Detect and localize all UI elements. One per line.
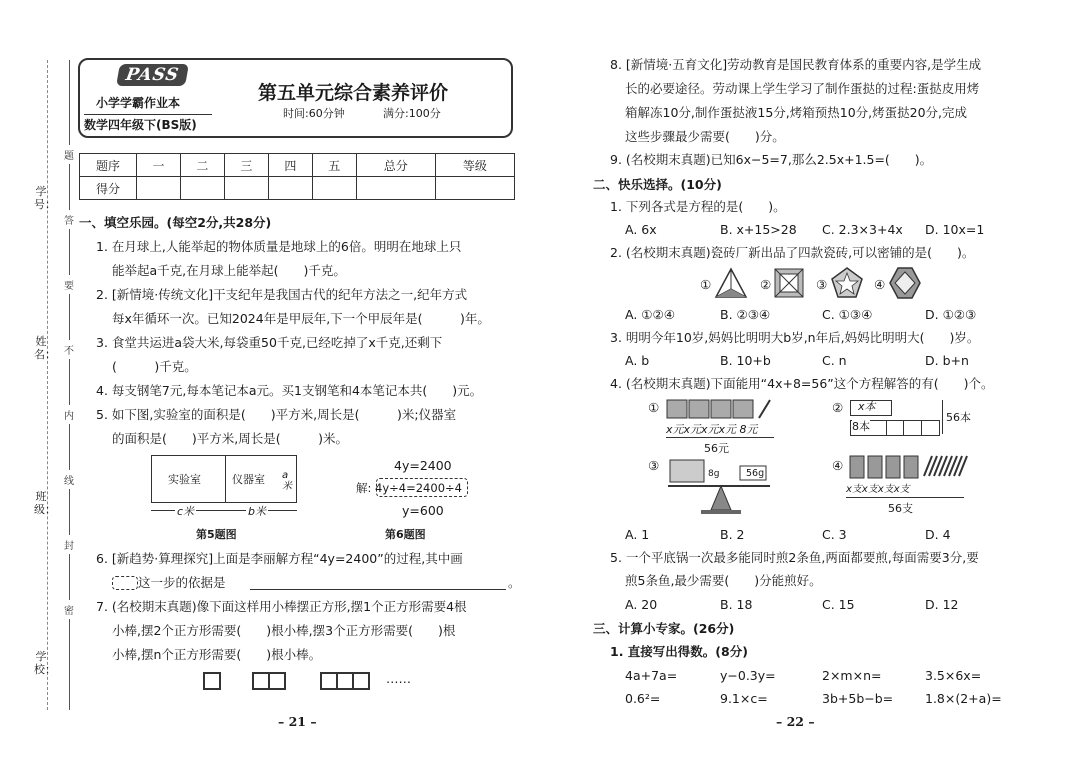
figure-number: ① [648,400,660,415]
page-number-left: – 21 – [278,714,317,729]
question-7: 7. (名校期末真题)像下面这样用小棒摆正方形,摆1个正方形需要4根 [96,599,467,614]
figure-4-brace [846,497,964,498]
option[interactable]: C. 15 [822,597,855,612]
question-8-cont3: 这些步骤最少需要( )分。 [625,129,785,144]
class-label: 班级： [34,490,56,516]
table-cell: 二 [180,154,224,177]
figure-4-total: 56支 [888,502,913,515]
score-cell[interactable] [137,177,181,200]
table-cell: 三 [224,154,268,177]
b-dimension: b米 [248,505,266,518]
page-number-right: – 22 – [776,714,815,729]
score-cell[interactable] [435,177,514,200]
table-cell: 总分 [356,154,435,177]
seal-char: 不 [63,340,75,359]
calc-1: 1. 直接写出得数。(8分) [610,644,748,659]
a-dimension: a米 [282,470,292,492]
stick-square-3 [320,670,368,690]
figure-number: ② [832,400,844,415]
section-1-heading: 一、填空乐园。(每空2分,共28分) [79,215,272,230]
option[interactable]: C. 2.3×3+4x [822,222,903,237]
figure-number: ④ [832,458,844,473]
table-cell: 题序 [80,154,137,177]
equation-line-2: 解: 4y÷4=2400÷4 [356,481,462,495]
triangle-tile-icon [714,267,748,299]
seal-char: 线 [63,470,75,489]
seal-char: 内 [63,405,75,424]
stick-square-2 [252,670,284,690]
option[interactable]: A. 6x [625,222,657,237]
square-tile-icon [774,268,804,298]
pass-logo: PASS [116,64,189,86]
header-divider [84,114,212,115]
score-cell[interactable] [312,177,356,200]
question-8-cont2: 箱解冻10分,制作蛋挞液15分,烤箱预热10分,烤蛋挞20分,完成 [625,105,968,120]
question-2: 2. [新情境·传统文化]干支纪年是我国古代的纪年方法之一,纪年方式 [96,287,468,302]
option[interactable]: D. 4 [925,527,951,542]
calc-item: 1.8×(2+a)= [925,691,1002,706]
question-8-cont: 长的必要途径。劳动课上学生学习了制作蛋挞的过程:蛋挞皮用烤 [625,81,980,96]
c-dimension: c米 [177,505,195,518]
seal-char: 封 [63,535,75,554]
option[interactable]: C. ①③④ [822,307,873,322]
score-cell[interactable] [180,177,224,200]
option[interactable]: A. 1 [625,527,650,542]
bar-8-label: 8本 [852,420,870,433]
choice-2: 2. (名校期末真题)瓷砖厂新出品了四款瓷砖,可以密铺的是( )。 [610,245,975,260]
equation-line-3: y=600 [402,503,444,518]
score-table [79,153,515,200]
pentagon-tile-icon [830,266,864,300]
binding-margin [0,0,80,774]
series-name: 小学学霸作业本 [96,96,181,110]
calc-item: 3b+5b−b= [822,691,894,706]
option[interactable]: B. x+15>28 [720,222,797,237]
calc-item: y−0.3y= [720,668,776,683]
question-3-cont: ( )千克。 [112,359,197,374]
calc-item: 3.5×6x= [925,668,982,683]
option[interactable]: C. n [822,353,847,368]
option[interactable]: B. ②③④ [720,307,771,322]
question-5-cont: 的面积是( )平方米,周长是( )米。 [112,431,348,446]
bar-x-label: x本 [858,400,876,413]
question-7-cont2: 小棒,摆n个正方形需要( )根小棒。 [112,647,322,662]
figure-1-total: 56元 [704,442,729,455]
choice-4: 4. (名校期末真题)下面能用“4x+8=56”这个方程解答的有( )个。 [610,376,994,391]
small-weight-label: 8g [708,469,720,479]
figure-2-brace [942,400,943,434]
figure-number: ③ [648,458,660,473]
tile-number: ③ [816,277,828,292]
figure-6-caption: 第6题图 [385,528,426,541]
table-cell: 四 [268,154,312,177]
choice-3: 3. 明明今年10岁,妈妈比明明大b岁,n年后,妈妈比明明大( )岁。 [610,330,980,345]
time-limit: 时间:60分钟 [283,107,345,120]
seal-char: 要 [63,275,75,294]
option[interactable]: D. 12 [925,597,959,612]
question-3: 3. 食堂共运进a袋大米,每袋重50千克,已经吃掉了x千克,还剩下 [96,335,443,350]
calc-item: 0.6²= [625,691,661,706]
choice-5-cont: 煎5条鱼,最少需要( )分能煎好。 [625,573,822,588]
option[interactable]: D. b+n [925,353,969,368]
score-cell[interactable] [224,177,268,200]
lab-label: 实验室 [168,473,201,486]
figure-5-divider [225,455,226,503]
option[interactable]: D. 10x=1 [925,222,985,237]
hexagon-tile-icon [888,266,922,300]
figure-1-brace [666,437,774,438]
instrument-room-label: 仪器室 [232,473,265,486]
question-1: 1. 在月球上,人能举起的物体质量是地球上的6倍。明明在地球上只 [96,239,462,254]
answer-line[interactable] [250,589,506,590]
option[interactable]: D. ①②③ [925,307,977,322]
seal-char: 密 [63,600,75,619]
question-7-cont: 小棒,摆2个正方形需要( )根小棒,摆3个正方形需要( )根 [112,623,456,638]
calc-item: 2×m×n= [822,668,882,683]
grade-label: 数学四年级下(BS版) [84,118,197,132]
seal-char: 题 [63,145,75,164]
weight-label: 56g [746,468,765,479]
fold-line [47,60,48,710]
option[interactable]: B. 10+b [720,353,771,368]
option[interactable]: B. 18 [720,597,753,612]
option[interactable]: B. 2 [720,527,745,542]
table-cell: 五 [312,154,356,177]
section-3-heading: 三、计算小专家。(26分) [593,621,735,636]
score-cell[interactable] [268,177,312,200]
figure-5-caption: 第5题图 [196,528,237,541]
option[interactable]: C. 3 [822,527,847,542]
table-cell: 一 [137,154,181,177]
calc-item: 9.1×c= [720,691,768,706]
books-icon [666,398,772,420]
question-6-cont: 这一步的依据是 [138,575,226,590]
question-5: 5. 如下图,实验室的面积是( )平方米,周长是( )米;仪器室 [96,407,457,422]
tile-number: ④ [874,277,886,292]
calc-item: 4a+7a= [625,668,678,683]
question-1-cont: 能举起a千克,在月球上能举起( )千克。 [112,263,346,278]
figure-1-labels: x元x元x元x元 8元 [666,423,758,436]
question-2-cont: 每x年循环一次。已知2024年是甲辰年,下一个甲辰年是( )年。 [112,311,490,326]
continuation-dots: …… [386,671,411,686]
circled-step-ref [112,576,138,590]
question-6: 6. [新趋势·算理探究]上面是李丽解方程“4y=2400”的过程,其中画 [96,551,463,566]
seal-char: 答 [63,210,75,229]
question-9: 9. (名校期末真题)已知6x−5=7,那么2.5x+1.5=( )。 [610,152,933,167]
name-label: 姓名： [34,335,56,361]
page-title: 第五单元综合素养评价 [258,82,449,104]
tile-number: ② [760,277,772,292]
option[interactable]: A. b [625,353,650,368]
score-cell[interactable] [356,177,435,200]
question-8: 8. [新情境·五育文化]劳动教育是国民教育体系的重要内容,是学生成 [610,57,982,72]
period: 。 [508,575,521,590]
question-4: 4. 每支钢笔7元,每本笔记本a元。买1支钢笔和4本笔记本共( )元。 [96,383,483,398]
table-cell: 得分 [80,177,137,200]
section-2-heading: 二、快乐选择。(10分) [593,177,722,192]
school-label: 学校： [34,650,56,676]
option[interactable]: A. ①②④ [625,307,675,322]
tile-number: ① [700,277,712,292]
pencil-cups-icon [848,452,970,480]
option[interactable]: A. 20 [625,597,658,612]
figure-2-total: 56本 [946,411,971,424]
stick-square-1 [203,670,219,690]
student-id-label: 学号： [34,185,56,211]
choice-5: 5. 一个平底锅一次最多能同时煎2条鱼,两面都要煎,每面需要3分,要 [610,550,979,565]
table-cell: 等级 [435,154,514,177]
full-score: 满分:100分 [383,107,441,120]
equation-line-1: 4y=2400 [394,458,452,473]
figure-4-labels: x支x支x支x支 [846,484,910,495]
choice-1: 1. 下列各式是方程的是( )。 [610,199,786,214]
